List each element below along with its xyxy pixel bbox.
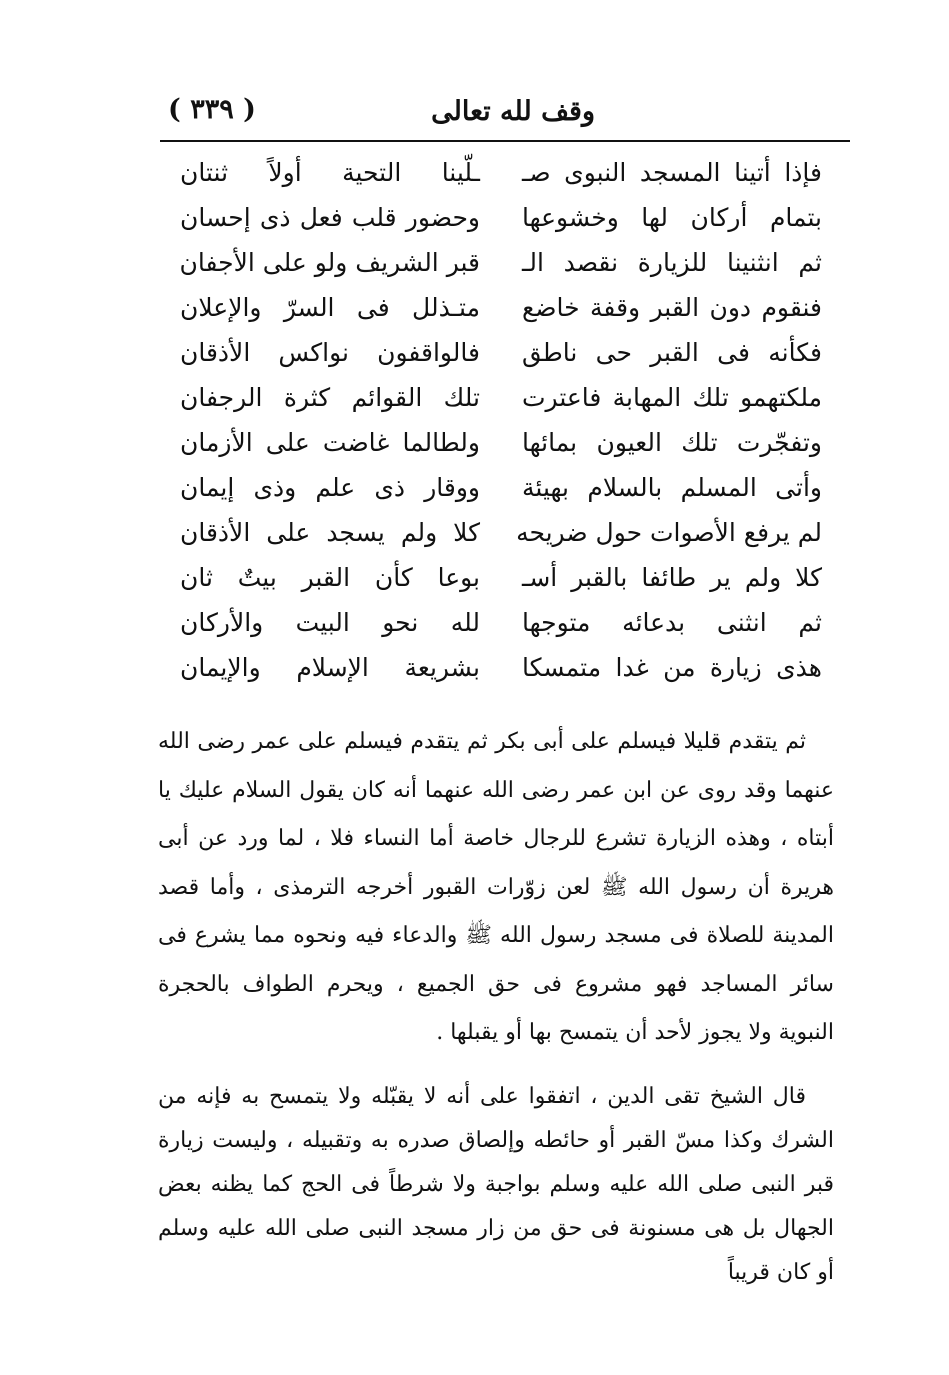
- verse-second-hemistich: ـلّينا التحية أولاً ثنتان: [180, 158, 480, 187]
- verse: [160, 555, 830, 600]
- prose-section: [158, 718, 834, 1058]
- verse: [160, 330, 830, 375]
- verse-first-hemistich: كلا ولم ير طائفا بالقبر أسـ: [522, 563, 822, 592]
- verse: [160, 600, 830, 645]
- verse: [160, 375, 830, 420]
- verse: [160, 195, 830, 240]
- verse-first-hemistich: فنقوم دون القبر وقفة خاضع: [522, 293, 822, 322]
- body-paragraph: قال الشيخ تقى الدين ، اتفقوا على أنه لا يقبّله ولا يتمسح به فإنه من الشرك وكذا مسّ القبر أو حائطه وإلصاق صدره به وتقبيله ، وليست زيارة قبر النبى صلى الله عليه وسلم بواجبة ولا شرطاً فى الحج كما يظنه بعض الجهال بل هى مسنونة فى حق من زار مسجد النبى صلى الله عليه وسلم أو كان قريباً: [158, 1084, 834, 1285]
- verse-first-hemistich: ثم انثنى بدعائه متوجها: [522, 608, 822, 637]
- verse-second-hemistich: وحضور قلب فعل ذى إحسان: [180, 203, 480, 232]
- body-paragraph: ثم يتقدم قليلا فيسلم على أبى بكر ثم يتقدم فيسلم على عمر رضى الله عنهما وقد روى عن ابن عمر رضى الله عنهما أنه كان يقول السلام عليك يا أبتاه ، وهذه الزيارة تشرع للرجال خاصة أما النساء فلا ، لما ورد عن أبى هريرة أن رسول الله ﷺ لعن زوّرات القبور أخرجه الترمذى ، وأما قصد المدينة للصلاة فى مسجد رسول الله ﷺ والدعاء فيه ونحوه مما يشرع فى سائر المساجد فهو مشروع فى حق الجميع ، ويحرم الطواف بالحجرة النبوية ولا يجوز لأحد أن يتمسح بها أو يقبلها .: [158, 729, 834, 1045]
- verse-first-hemistich: فإذا أتينا المسجد النبوى صـ: [522, 158, 822, 187]
- verse: [160, 510, 830, 555]
- verse-second-hemistich: ولطالما غاضت على الأزمان: [180, 428, 480, 457]
- verse-first-hemistich: هذى زيارة من غدا متمسكا: [522, 653, 822, 682]
- prose-section: [158, 1075, 834, 1295]
- verse-second-hemistich: قبر الشريف ولو على الأجفان: [179, 248, 480, 277]
- verse-second-hemistich: ووقار ذى علم وذى إيمان: [180, 473, 480, 502]
- header-rule: [160, 140, 850, 142]
- verse: [160, 645, 830, 690]
- page-number: ( ٣٣٩ ): [168, 94, 256, 125]
- verse-first-hemistich: وتفجّرت تلك العيون بمائها: [522, 428, 822, 457]
- verse-second-hemistich: بشريعة الإسلام والإيمان: [180, 653, 480, 682]
- verse-first-hemistich: وأتى المسلم بالسلام بهيئة: [522, 473, 822, 502]
- verse-first-hemistich: ملكتهمو تلك المهابة فاعترت: [522, 383, 822, 412]
- verse-second-hemistich: لله نحو البيت والأركان: [180, 608, 480, 637]
- page-header: [150, 92, 840, 138]
- verse-first-hemistich: لم يرفع الأصوات حول ضريحه: [516, 518, 822, 547]
- verse-second-hemistich: متـذلل فى السرّ والإعلان: [180, 293, 480, 322]
- running-title: وقف لله تعالى: [431, 96, 595, 127]
- verse: [160, 465, 830, 510]
- verse-second-hemistich: بوعا كأن القبر بيتٌ ثان: [180, 563, 480, 592]
- poem: [160, 150, 830, 690]
- verse-second-hemistich: كلا ولم يسجد على الأذقان: [180, 518, 480, 547]
- verse: [160, 150, 830, 195]
- verse-first-hemistich: فكأنه فى القبر حى ناطق: [522, 338, 822, 367]
- verse-second-hemistich: فالواقفون نواكس الأذقان: [180, 338, 480, 367]
- verse-first-hemistich: ثم انثنينا للزيارة نقصد الـ: [522, 248, 822, 277]
- verse-second-hemistich: تلك القوائم كثرة الرجفان: [180, 383, 480, 412]
- verse: [160, 420, 830, 465]
- verse: [160, 285, 830, 330]
- verse: [160, 240, 830, 285]
- verse-first-hemistich: بتمام أركان لها وخشوعها: [522, 203, 822, 232]
